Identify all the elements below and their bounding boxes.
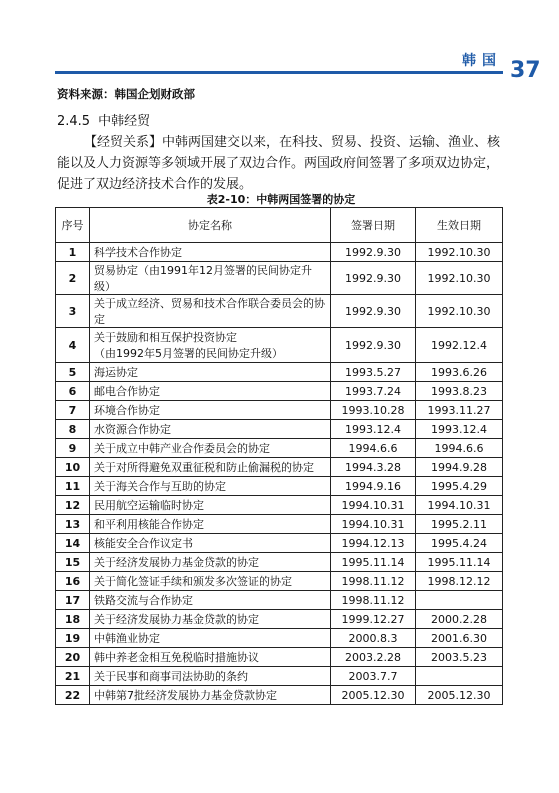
agreement-name-note: （由1992年5月签署的民间协定升级） xyxy=(94,347,283,360)
agreement-name xyxy=(90,262,331,295)
signed-date: 1994.12.13 xyxy=(331,534,416,553)
agreement-name-line: 中韩第7批经济发展协力基金贷款协定 xyxy=(94,689,277,702)
agreement-name xyxy=(90,458,331,477)
table-row xyxy=(56,648,503,667)
agreement-name-line: 环境合作协定 xyxy=(94,404,160,417)
row-number: 1 xyxy=(56,243,90,262)
row-number: 2 xyxy=(56,262,90,295)
signed-date: 2005.12.30 xyxy=(331,686,416,705)
row-number: 20 xyxy=(56,648,90,667)
table-row xyxy=(56,439,503,458)
source-note: 资料来源：韩国企划财政部 xyxy=(57,87,195,101)
row-number: 7 xyxy=(56,401,90,420)
signed-date: 1993.5.27 xyxy=(331,363,416,382)
agreement-name xyxy=(90,515,331,534)
row-number: 4 xyxy=(56,328,90,363)
header-effective: 生效日期 xyxy=(416,208,503,243)
agreement-name xyxy=(90,328,331,363)
agreement-name xyxy=(90,648,331,667)
table-row xyxy=(56,382,503,401)
effective-date xyxy=(416,591,503,610)
effective-date: 2000.2.28 xyxy=(416,610,503,629)
page-number: 37 xyxy=(510,58,541,83)
signed-date: 2000.8.3 xyxy=(331,629,416,648)
signed-date: 1992.9.30 xyxy=(331,243,416,262)
table-row xyxy=(56,295,503,328)
effective-date: 1995.4.24 xyxy=(416,534,503,553)
table-row xyxy=(56,591,503,610)
agreement-name-line: 关于经济发展协力基金贷款的协定 xyxy=(94,613,259,626)
agreement-name xyxy=(90,243,331,262)
table-row xyxy=(56,534,503,553)
row-number: 8 xyxy=(56,420,90,439)
row-number: 9 xyxy=(56,439,90,458)
agreement-name xyxy=(90,382,331,401)
effective-date: 2001.6.30 xyxy=(416,629,503,648)
section-number: 2.4.5 xyxy=(57,114,91,129)
table-row xyxy=(56,243,503,262)
effective-date: 1994.6.6 xyxy=(416,439,503,458)
header-country: 韩国 xyxy=(462,53,502,69)
signed-date: 1994.10.31 xyxy=(331,515,416,534)
effective-date: 1992.10.30 xyxy=(416,295,503,328)
agreement-name-line: 关于成立中韩产业合作委员会的协定 xyxy=(94,442,270,455)
row-number: 11 xyxy=(56,477,90,496)
signed-date: 1993.10.28 xyxy=(331,401,416,420)
agreement-name-line: 核能安全合作议定书 xyxy=(94,537,193,550)
table-row xyxy=(56,686,503,705)
signed-date: 2003.7.7 xyxy=(331,667,416,686)
table-row xyxy=(56,667,503,686)
table-row xyxy=(56,401,503,420)
agreement-name-line: 科学技术合作协定 xyxy=(94,246,182,259)
agreement-name-line: 关于鼓励和相互保护投资协定 xyxy=(94,331,237,344)
row-number: 10 xyxy=(56,458,90,477)
row-number: 14 xyxy=(56,534,90,553)
row-number: 6 xyxy=(56,382,90,401)
effective-date: 1993.11.27 xyxy=(416,401,503,420)
signed-date: 1998.11.12 xyxy=(331,572,416,591)
header-rule xyxy=(55,71,503,74)
effective-date: 1995.11.14 xyxy=(416,553,503,572)
effective-date: 1998.12.12 xyxy=(416,572,503,591)
row-number: 5 xyxy=(56,363,90,382)
table-row xyxy=(56,363,503,382)
agreement-name-line: 铁路交流与合作协定 xyxy=(94,594,193,607)
row-number: 12 xyxy=(56,496,90,515)
effective-date: 1993.8.23 xyxy=(416,382,503,401)
effective-date: 1992.10.30 xyxy=(416,243,503,262)
effective-date xyxy=(416,667,503,686)
signed-date: 1994.9.16 xyxy=(331,477,416,496)
row-number: 18 xyxy=(56,610,90,629)
table-row xyxy=(56,629,503,648)
row-number: 22 xyxy=(56,686,90,705)
row-number: 15 xyxy=(56,553,90,572)
body-paragraph xyxy=(57,132,505,195)
table-row xyxy=(56,262,503,295)
agreement-name xyxy=(90,686,331,705)
signed-date: 1992.9.30 xyxy=(331,295,416,328)
agreement-name-line: 水资源合作协定 xyxy=(94,423,171,436)
table-row xyxy=(56,420,503,439)
row-number: 13 xyxy=(56,515,90,534)
row-number: 17 xyxy=(56,591,90,610)
effective-date: 1992.12.4 xyxy=(416,328,503,363)
effective-date: 1993.6.26 xyxy=(416,363,503,382)
agreement-name-line: 邮电合作协定 xyxy=(94,385,160,398)
effective-date: 1995.2.11 xyxy=(416,515,503,534)
row-number: 19 xyxy=(56,629,90,648)
section-title: 中韩经贸 xyxy=(98,114,151,129)
effective-date: 1992.10.30 xyxy=(416,262,503,295)
header-name: 协定名称 xyxy=(90,208,331,243)
agreement-name xyxy=(90,534,331,553)
agreement-name xyxy=(90,477,331,496)
row-number: 16 xyxy=(56,572,90,591)
agreement-name xyxy=(90,420,331,439)
agreement-name-line: 韩中养老金相互免税临时措施协议 xyxy=(94,651,259,664)
agreement-name xyxy=(90,439,331,458)
section-heading xyxy=(57,110,150,129)
table-row xyxy=(56,610,503,629)
agreement-name-line: 海运协定 xyxy=(94,366,138,379)
effective-date: 1994.10.31 xyxy=(416,496,503,515)
agreement-name xyxy=(90,591,331,610)
agreement-name xyxy=(90,496,331,515)
agreement-name-line: 和平利用核能合作协定 xyxy=(94,518,204,531)
agreement-name xyxy=(90,610,331,629)
signed-date: 1995.11.14 xyxy=(331,553,416,572)
agreement-name xyxy=(90,572,331,591)
signed-date: 1998.11.12 xyxy=(331,591,416,610)
effective-date: 2003.5.23 xyxy=(416,648,503,667)
table-row xyxy=(56,515,503,534)
signed-date: 1993.12.4 xyxy=(331,420,416,439)
table-row xyxy=(56,328,503,363)
row-number: 3 xyxy=(56,295,90,328)
row-number: 21 xyxy=(56,667,90,686)
table-body xyxy=(56,243,503,705)
signed-date: 1994.3.28 xyxy=(331,458,416,477)
paragraph-text: 【经贸关系】中韩两国建交以来，在科技、贸易、投资、运输、渔业、核能以及人力资源等多领域开展了双边合作。两国政府间签署了多项双边协定，促进了双边经济技术合作的发展。 xyxy=(57,135,501,192)
signed-date: 1993.7.24 xyxy=(331,382,416,401)
agreement-name-line: 中韩渔业协定 xyxy=(94,632,160,645)
signed-date: 1992.9.30 xyxy=(331,262,416,295)
agreement-name-line: 贸易协定（由1991年12月签署的民间协定升级） xyxy=(94,264,312,293)
table-row xyxy=(56,572,503,591)
agreement-name-line: 关于简化签证手续和颁发多次签证的协定 xyxy=(94,575,292,588)
effective-date: 1993.12.4 xyxy=(416,420,503,439)
effective-date: 2005.12.30 xyxy=(416,686,503,705)
agreement-name xyxy=(90,629,331,648)
table-caption: 表2-10：中韩两国签署的协定 xyxy=(206,193,356,206)
agreement-name xyxy=(90,667,331,686)
agreement-name-line: 民用航空运输临时协定 xyxy=(94,499,204,512)
agreement-name-line: 关于对所得避免双重征税和防止偷漏税的协定 xyxy=(94,461,314,474)
signed-date: 1999.12.27 xyxy=(331,610,416,629)
effective-date: 1995.4.29 xyxy=(416,477,503,496)
effective-date: 1994.9.28 xyxy=(416,458,503,477)
agreement-name xyxy=(90,553,331,572)
table-row xyxy=(56,553,503,572)
signed-date: 1992.9.30 xyxy=(331,328,416,363)
header-signed: 签署日期 xyxy=(331,208,416,243)
signed-date: 2003.2.28 xyxy=(331,648,416,667)
header-num: 序号 xyxy=(56,208,90,243)
table-row xyxy=(56,477,503,496)
agreement-name-line: 关于民事和商事司法协助的条约 xyxy=(94,670,248,683)
agreements-table xyxy=(55,207,503,705)
agreement-name xyxy=(90,401,331,420)
agreement-name-line: 关于成立经济、贸易和技术合作联合委员会的协定 xyxy=(94,297,325,326)
signed-date: 1994.10.31 xyxy=(331,496,416,515)
agreement-name xyxy=(90,363,331,382)
agreement-name-line: 关于经济发展协力基金贷款的协定 xyxy=(94,556,259,569)
signed-date: 1994.6.6 xyxy=(331,439,416,458)
agreement-name-line: 关于海关合作与互助的协定 xyxy=(94,480,226,493)
table-row xyxy=(56,496,503,515)
table-header-row xyxy=(56,208,503,243)
agreement-name xyxy=(90,295,331,328)
table-row xyxy=(56,458,503,477)
